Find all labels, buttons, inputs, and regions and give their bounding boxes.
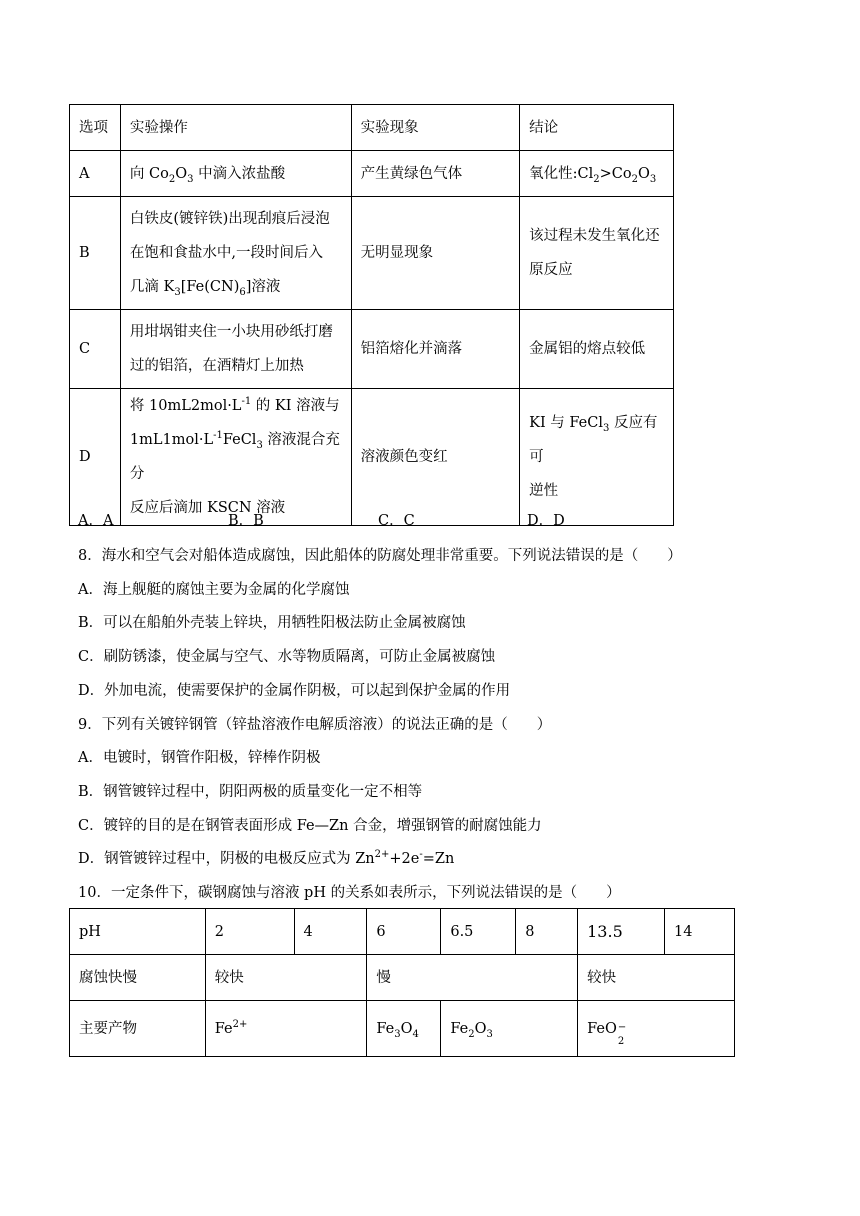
q7-choice-c[interactable]: C．C [378, 513, 415, 529]
ph-value: 13.5 [578, 909, 665, 955]
table-row [70, 389, 674, 526]
row-operation: 向 $Co_2O_3$ 中滴入浓盐酸 [120, 151, 351, 197]
header-operation: 实验操作 [120, 105, 351, 151]
q8-option-d[interactable]: D．外加电流，使需要保护的金属作阴极，可以起到保护金属的作用 [78, 683, 511, 699]
ph-label: pH [70, 909, 206, 955]
rate-value: 慢 [367, 955, 578, 1001]
row-conclusion: KI 与 FeCl$_3$ 反应有可 逆性 [520, 389, 674, 526]
q7-choice-a[interactable]: A．A [78, 513, 114, 529]
header-conclusion: 结论 [520, 105, 674, 151]
rate-value: 较快 [205, 955, 367, 1001]
row-operation: 白铁皮(镀锌铁)出现刮痕后浸泡 在饱和食盐水中,一段时间后入 几滴 $K_3[Fe(CN)_6]$溶液 [120, 197, 351, 310]
q7-choice-b[interactable]: B．B [228, 513, 264, 529]
ph-value: 4 [294, 909, 367, 955]
q8-option-c[interactable]: C．刷防锈漆，使金属与空气、水等物质隔离，可防止金属被腐蚀 [78, 649, 496, 665]
row-phenomenon: 铝箔熔化并滴落 [351, 310, 519, 389]
ph-row [70, 909, 735, 955]
q9-option-b[interactable]: B．钢管镀锌过程中，阴阳两极的质量变化一定不相等 [78, 784, 423, 800]
q8-option-a[interactable]: A．海上舰艇的腐蚀主要为金属的化学腐蚀 [78, 582, 350, 598]
row-operation: 将 $10mL2mol\cdot L^{-1}$ 的 KI 溶液与 $1mL1mol\cdot L^{-1}FeCl_3$ 溶液混合充分 反应后滴加 KSCN 溶液 [120, 389, 351, 526]
ph-value: 6 [367, 909, 441, 955]
row-phenomenon: 溶液颜色变红 [351, 389, 519, 526]
row-option: B [70, 197, 121, 310]
row-option: A [70, 151, 121, 197]
row-conclusion: 金属铝的熔点较低 [520, 310, 674, 389]
header-option: 选项 [70, 105, 121, 151]
table-row [70, 310, 674, 389]
ph-value: 8 [516, 909, 578, 955]
q8-stem: 8．海水和空气会对船体造成腐蚀，因此船体的防腐处理非常重要。下列说法错误的是（ ） [78, 548, 682, 564]
q10-stem: 10．一定条件下，碳钢腐蚀与溶液 pH 的关系如表所示，下列说法错误的是（ ） [78, 885, 621, 901]
row-option: D [70, 389, 121, 526]
product-value: $Fe^{2+}$ [205, 1001, 367, 1057]
ph-value: 2 [205, 909, 294, 955]
rate-row [70, 955, 735, 1001]
q9-option-d[interactable]: D．钢管镀锌过程中，阴极的电极反应式为 $Zn^{2+}+2e^-=Zn$ [78, 849, 455, 867]
rate-label: 腐蚀快慢 [70, 955, 206, 1001]
q9-option-a[interactable]: A．电镀时，钢管作阳极，锌棒作阴极 [78, 750, 321, 766]
table-row [70, 197, 674, 310]
table-header-row [70, 105, 674, 151]
row-phenomenon: 无明显现象 [351, 197, 519, 310]
q7-choice-d[interactable]: D．D [527, 513, 565, 529]
ph-value: 6.5 [441, 909, 516, 955]
row-conclusion: 氧化性$:Cl_2>Co_2O_3$ [520, 151, 674, 197]
q9-option-c[interactable]: C．镀锌的目的是在钢管表面形成 Fe—Zn 合金，增强钢管的耐腐蚀能力 [78, 818, 542, 834]
table-row [70, 151, 674, 197]
product-row [70, 1001, 735, 1057]
row-option: C [70, 310, 121, 389]
product-value: $Fe_3O_4$ [367, 1001, 441, 1057]
ph-value: 14 [665, 909, 735, 955]
product-label: 主要产物 [70, 1001, 206, 1057]
product-value: FeO − 2 [578, 1001, 735, 1057]
row-phenomenon: 产生黄绿色气体 [351, 151, 519, 197]
experiment-table [69, 104, 674, 526]
q8-option-b[interactable]: B．可以在船舶外壳装上锌块，用牺牲阳极法防止金属被腐蚀 [78, 615, 466, 631]
rate-value: 较快 [578, 955, 735, 1001]
row-conclusion: 该过程未发生氧化还 原反应 [520, 197, 674, 310]
ph-table [69, 908, 735, 1057]
header-phenomenon: 实验现象 [351, 105, 519, 151]
q9-stem: 9．下列有关镀锌钢管（锌盐溶液作电解质溶液）的说法正确的是（ ） [78, 717, 552, 733]
product-value: $Fe_2O_3$ [441, 1001, 578, 1057]
row-operation: 用坩埚钳夹住一小块用砂纸打磨 过的铝箔，在酒精灯上加热 [120, 310, 351, 389]
